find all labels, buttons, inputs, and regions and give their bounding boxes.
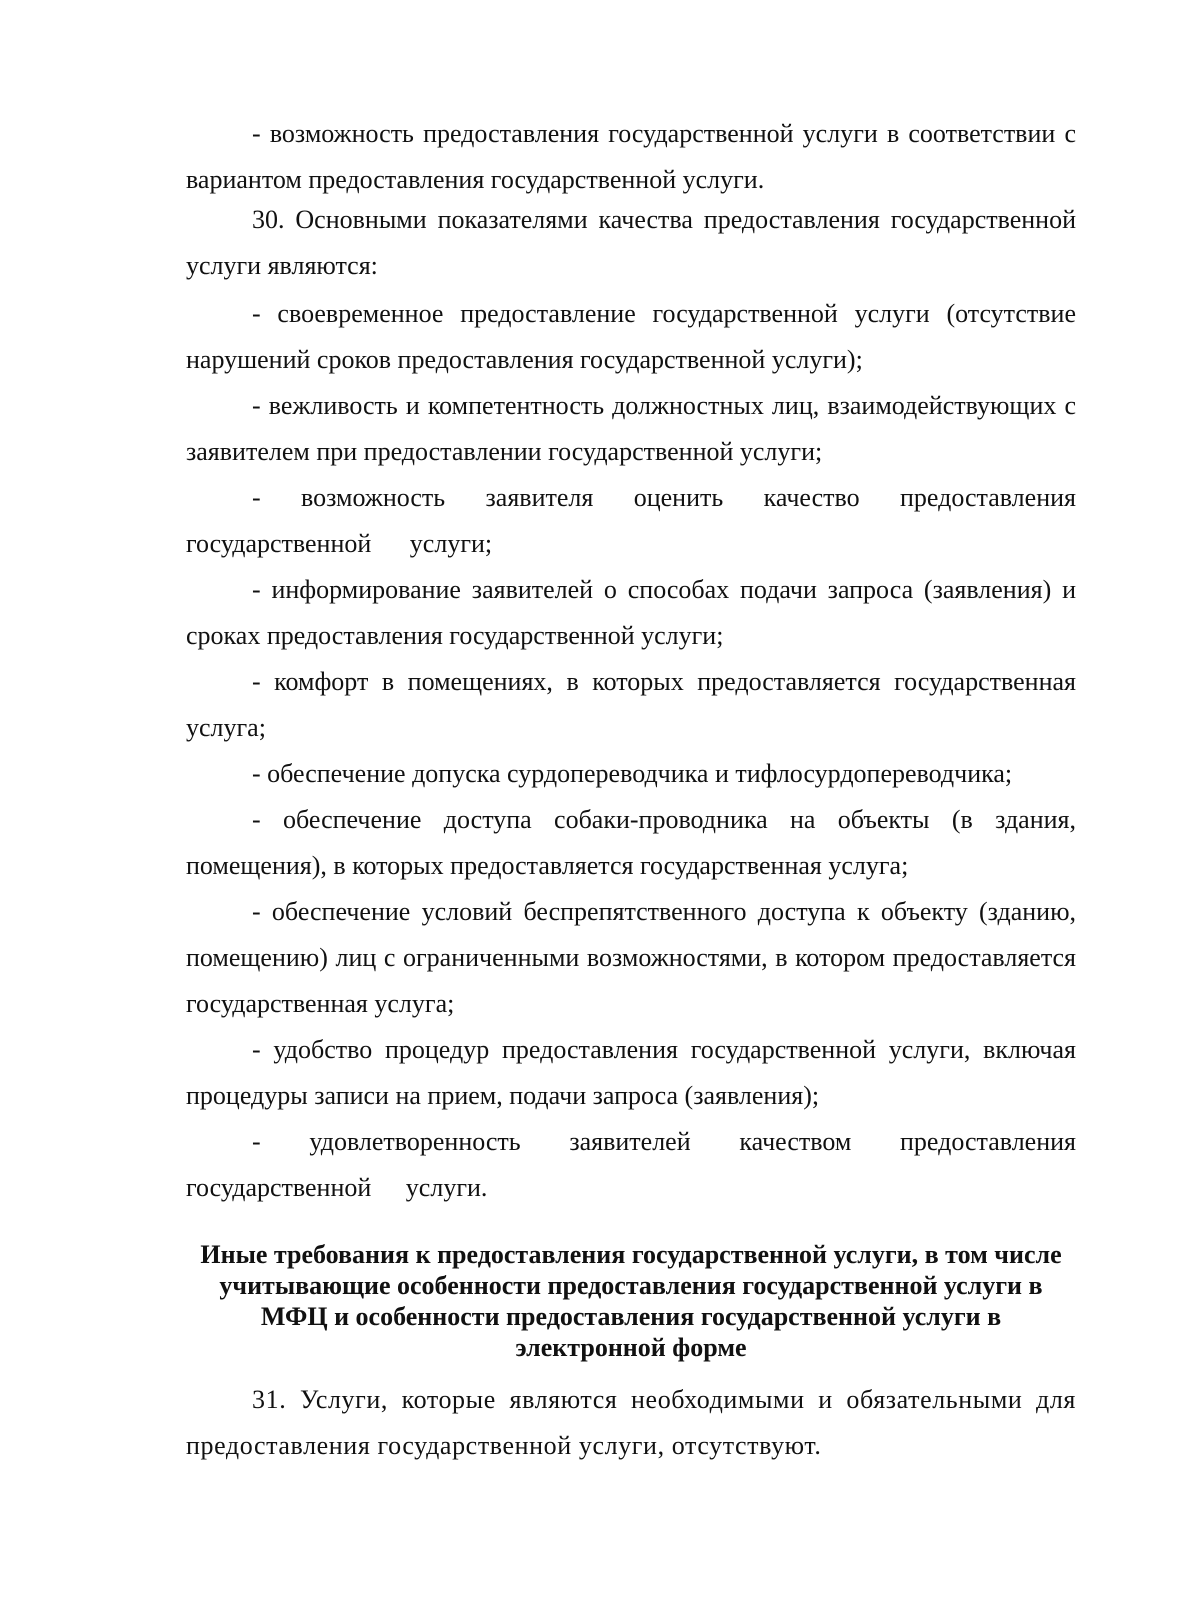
paragraph-guide-dog: - обеспечение доступа собаки-проводника на объекты (в здания, помещения), в которых предоставляется государственная услуга; bbox=[186, 805, 1076, 880]
paragraph-timely-provision: - своевременное предоставление государственной услуги (отсутствие нарушений сроков предоставления государственной услуги); bbox=[186, 299, 1076, 374]
paragraph-politeness-competence: - вежливость и компетентность должностных лиц, взаимодействующих с заявителем при предоставлении государственной услуги; bbox=[186, 391, 1076, 466]
paragraph-quality-assessment: - возможность заявителя оценить качество предоставления государственной услуги; bbox=[186, 483, 1076, 558]
paragraph-accessibility: - обеспечение условий беспрепятственного доступа к объекту (зданию, помещению) лиц с ограниченными возможностями, в котором предоставляется государственная услуга; bbox=[186, 897, 1076, 1018]
paragraph-service-variant: - возможность предоставления государственной услуги в соответствии с вариантом предоставления государственной услуги. bbox=[186, 119, 1076, 194]
paragraph-sign-interpreter: - обеспечение допуска сурдопереводчика и тифлосурдопереводчика; bbox=[252, 759, 1013, 788]
paragraph-comfort-premises: - комфорт в помещениях, в которых предоставляется государственная услуга; bbox=[186, 667, 1076, 742]
paragraph-30-quality-indicators: 30. Основными показателями качества предоставления государственной услуги являются: bbox=[186, 205, 1076, 280]
paragraph-satisfaction: - удовлетворенность заявителей качеством предоставления государственной услуги. bbox=[186, 1127, 1076, 1202]
section-heading-other-requirements: Иные требования к предоставления государственной услуги, в том числе учитывающие особенности предоставления государственной услуги в МФЦ и особенности предоставления государственной услуги в электронной форме bbox=[200, 1240, 1062, 1362]
paragraph-informing-applicants: - информирование заявителей о способах подачи запроса (заявления) и сроках предоставления государственной услуги; bbox=[186, 575, 1076, 650]
paragraph-31-required-services: 31. Услуги, которые являются необходимыми и обязательными для предоставления государственной услуги, отсутствуют. bbox=[186, 1385, 1076, 1460]
paragraph-procedure-convenience: - удобство процедур предоставления государственной услуги, включая процедуры записи на прием, подачи запроса (заявления); bbox=[186, 1035, 1076, 1110]
